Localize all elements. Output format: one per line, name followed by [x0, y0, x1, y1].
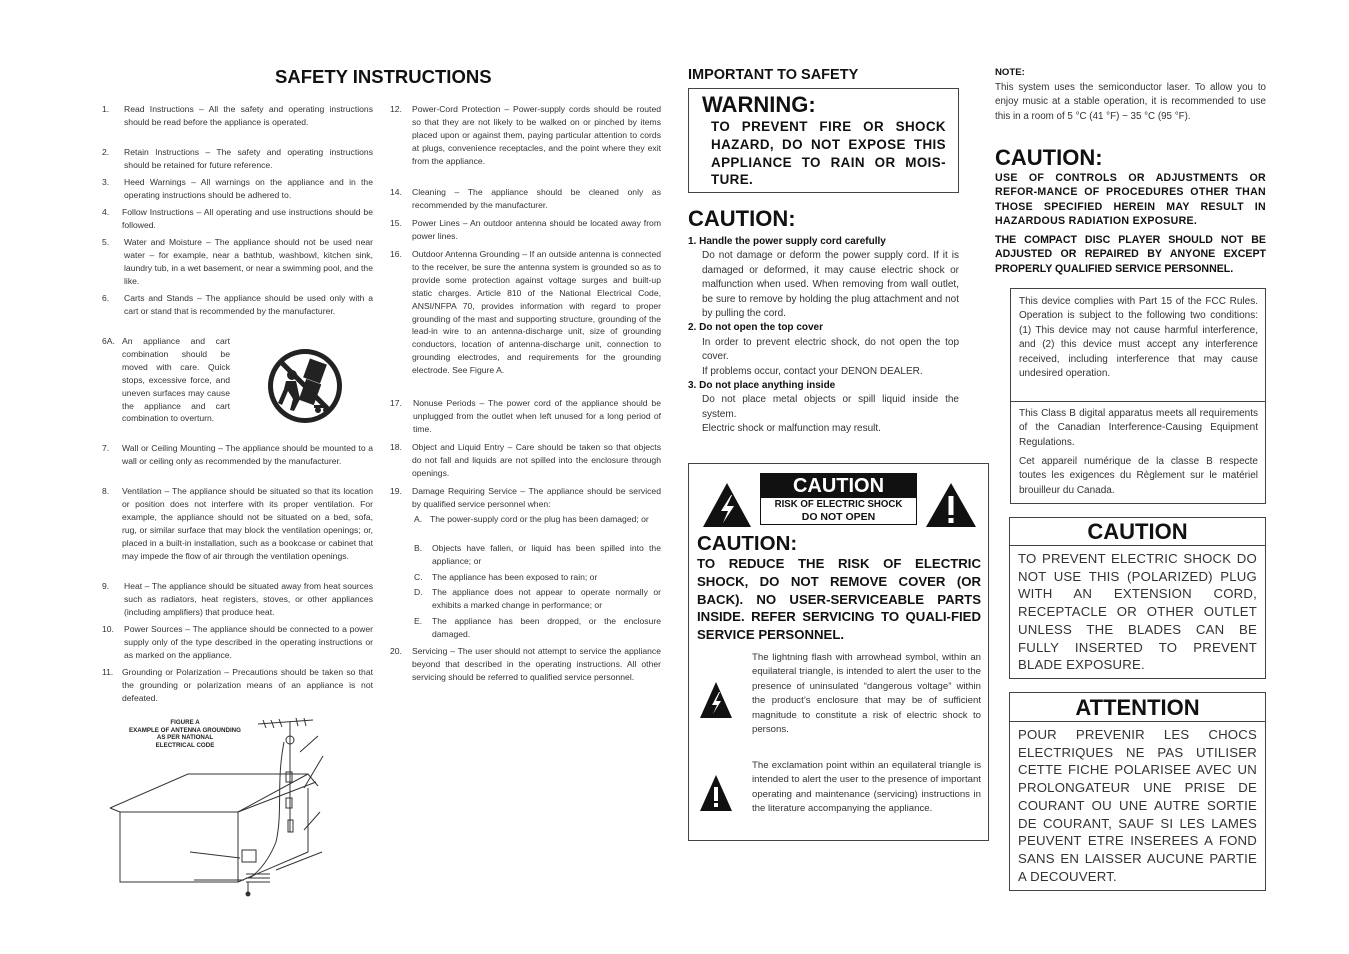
figure-caption-line: ELECTRICAL CODE [155, 741, 215, 749]
list-item-number: 18. [390, 442, 402, 452]
list-item-number: 10. [102, 624, 114, 634]
warning-title: WARNING: [702, 92, 816, 117]
list-item-number: 6. [102, 293, 110, 303]
caution-item-text: If problems occur, contact your DENON DEALER. [702, 365, 923, 377]
list-item [102, 146, 373, 172]
list-item-number: 19. [390, 486, 402, 496]
figure-caption-line: AS PER NATIONAL [156, 734, 214, 742]
list-item-number: 5. [102, 237, 110, 247]
list-item-number: 20. [390, 646, 402, 656]
list-item-number: 1. [102, 104, 110, 114]
list-item-text: The appliance has been dropped, or the enclosure damaged. [432, 616, 661, 639]
caution-item-heading: 3. Do not place anything inside [688, 380, 836, 392]
list-item-number: 8. [102, 486, 110, 496]
list-item-text: Outdoor Antenna Grounding – If an outside antenna is connected to the receiver, be sure the antenna system is grounded so as to provide some protection against voltage surges and built-up static charges. Article 810 of the National Electrical Code, ANSI/NFPA 70, provides information with regard to proper grounding of the mast and supporting structure, grounding of the lead-in wire to an antenna-discharge unit, size of grounding conductors, location of antenna-discharge unit, connection to grounding electrodes, and requirements for the grounding electrode. See Figure A. [412, 249, 661, 376]
attention-text: POUR PREVENIR LES CHOCS ELECTRIQUES NE PAS UTILISER CETTE FICHE POLARISEE AVEC UN PROLONGATEUR UNE PRISE DE COURANT OU UNE AUTRE SORTIE DE COURANT, SAUF SI LES LAMES PEUVENT ETRE INSEREES A FOND SANS EN LAISSER AUCUNE PARTIE A DECOUVERT. [1018, 727, 1257, 884]
list-item [414, 586, 661, 612]
list-item-text: Power Lines – An outdoor antenna should be located away from power lines. [412, 218, 661, 241]
fcc-notice-box [1010, 288, 1266, 504]
note-text: This system uses the semiconductor laser. To allow you to enjoy music at a stable operation, it is recommended to use this in a room of 5 °C (41 °F) ~ 35 °C (95 °F). [995, 82, 1266, 122]
list-item [390, 186, 661, 212]
caution-label [760, 473, 917, 525]
important-to-safety-heading: IMPORTANT TO SAFETY [688, 67, 859, 83]
list-item-number: 9. [102, 581, 110, 591]
caution-label-line: RISK OF ELECTRIC SHOCK [774, 498, 903, 510]
service-caution-text: THE COMPACT DISC PLAYER SHOULD NOT BE ADJUSTED OR REPAIRED BY ANYONE EXCEPT PROPERLY QUALIFIED SERVICE PERSONNEL. [995, 234, 1266, 275]
polarized-plug-caution-box [1009, 517, 1266, 679]
electric-shock-box [688, 463, 989, 841]
lightning-triangle-icon [701, 481, 753, 534]
list-item [102, 236, 373, 288]
list-item [102, 103, 373, 129]
list-item-text: Heed Warnings – All warnings on the appliance and in the operating instructions should be adhered to. [124, 177, 373, 200]
list-item [102, 623, 373, 662]
list-item [390, 103, 661, 168]
list-item-text: Objects have fallen, or liquid has been spilled into the appliance; or [432, 543, 661, 566]
list-item-text: The appliance does not appear to operate normally or exhibits a marked change in performance; or [432, 587, 661, 610]
caution-title: CAUTION: [688, 206, 796, 231]
list-item-text: Follow Instructions – All operating and use instructions should be followed. [122, 207, 373, 230]
list-item [102, 206, 373, 232]
caution-item-text: In order to prevent electric shock, do not open the top cover. [702, 336, 959, 363]
caution-item-text: Do not damage or deform the power supply cord. If it is damaged or deformed, it may cause electric shock or malfunction when used. When removing from wall outlet, be sure to remove by holding the plug attachment and not by pulling the cord. [702, 250, 959, 320]
list-item [390, 397, 661, 436]
caution-item-heading: 1. Handle the power supply cord carefully [688, 236, 886, 247]
list-item [102, 442, 373, 468]
note-title: NOTE: [995, 67, 1025, 78]
list-item-text: Water and Moisture – The appliance should not be used near water – for example, near a bathtub, washbowl, kitchen sink, laundry tub, in a wet basement, or near a swimming pool, and the like. [124, 237, 373, 286]
list-item-text: The power-supply cord or the plug has been damaged; or [430, 514, 649, 524]
list-item-number: B. [414, 543, 423, 553]
cart-tipover-icon [266, 347, 344, 425]
list-item-number: C. [414, 572, 423, 582]
list-item-text: The appliance has been exposed to rain; or [432, 572, 598, 582]
list-item-text: Wall or Ceiling Mounting – The appliance should be mounted to a wall or ceiling only as recommended by the manufacturer. [122, 443, 373, 466]
list-item [102, 335, 232, 425]
list-item [390, 248, 661, 377]
list-item [414, 542, 661, 568]
list-item [102, 580, 373, 619]
canada-french-text: Cet appareil numérique de la classe B respecte toutes les exigences du Règlement sur le matériel brouilleur du Canada. [1019, 456, 1258, 496]
list-item-text: Ventilation – The appliance should be situated so that its location or position does not interfere with its proper ventilation. For example, the appliance should not be situated on a bed, sofa, rug, or similar surface that may block the ventilation openings; or, placed in a built-in installation, such as a bookcase or cabinet that may impede the flow of air through the ventilation openings. [122, 486, 373, 561]
caution-label-title: CAUTION [761, 474, 916, 498]
caution-item-text: Electric shock or malfunction may result. [702, 423, 881, 435]
list-item [414, 615, 661, 641]
list-item-text: Read Instructions – All the safety and operating instructions should be read before the appliance is operated. [124, 104, 373, 127]
list-item-number: E. [414, 616, 423, 626]
canada-text: This Class B digital apparatus meets all requirements of the Canadian Interference-Causing Equipment Regulations. [1019, 408, 1258, 448]
laser-caution-text: USE OF CONTROLS OR ADJUSTMENTS OR REFOR-MANCE OF PROCEDURES OTHER THAN THOSE SPECIFIED HEREIN MAY RESULT IN HAZARDOUS RADIATION EXPOSURE. [995, 172, 1266, 228]
list-item-text: Power-Cord Protection – Power-supply cords should be routed so that they are not likely to be walked on or pinched by items placed upon or against them, paying particular attention to cords at plugs, convenience receptacles, and the point where they exit from the appliance. [412, 104, 661, 166]
list-item [102, 666, 373, 705]
list-item [102, 176, 373, 202]
list-item-number: 11. [102, 667, 114, 677]
list-item-text: Cleaning – The appliance should be cleaned only as recommended by the manufacturer. [412, 187, 661, 210]
list-item-number: 2. [102, 147, 110, 157]
list-item-number: 15. [390, 218, 402, 228]
safety-instructions-title: SAFETY INSTRUCTIONS [275, 66, 492, 87]
list-item-number: 12. [390, 104, 402, 114]
figure-caption-line: EXAMPLE OF ANTENNA GROUNDING [129, 726, 241, 734]
list-item [390, 485, 661, 511]
list-item-number: 14. [390, 187, 402, 197]
list-item-text: Retain Instructions – The safety and operating instructions should be retained for future reference. [124, 147, 373, 170]
fcc-text: This device complies with Part 15 of the FCC Rules. Operation is subject to the following two conditions: (1) This device may not cause harmful interference, and (2) this device must accept any interference received, including interference that may cause undesired operation. [1019, 296, 1258, 380]
list-item [390, 645, 661, 684]
warning-box [688, 88, 959, 193]
caution-item-text: Do not place metal objects or spill liquid inside the system. [702, 394, 959, 420]
polarized-caution-title: CAUTION [1010, 518, 1265, 546]
antenna-grounding-figure [108, 712, 330, 898]
list-item-text: Damage Requiring Service – The appliance should be serviced by qualified service personnel when: [412, 486, 661, 509]
warning-text: TO PREVENT FIRE OR SHOCK HAZARD, DO NOT EXPOSE THIS APPLIANCE TO RAIN OR MOIS-TURE. [711, 119, 946, 188]
list-item-number: 17. [390, 398, 402, 408]
polarized-caution-text: TO PREVENT ELECTRIC SHOCK DO NOT USE THIS (POLARIZED) PLUG WITH AN EXTENSION CORD, RECEPTACLE OR OTHER OUTLET UNLESS THE BLADES CAN BE FULLY INSERTED TO PREVENT BLADE EXPOSURE. [1018, 551, 1257, 673]
list-item-text: Heat – The appliance should be situated away from heat sources such as radiators, heat registers, stoves, or other appliances (including amplifiers) that produce heat. [124, 581, 373, 617]
attention-title: ATTENTION [1010, 693, 1265, 722]
caution-list [688, 235, 959, 437]
list-item-text: Grounding or Polarization – Precautions should be taken so that the grounding or polarization means of an appliance is not defeated. [122, 667, 373, 703]
list-item [414, 513, 661, 526]
list-item-number: 6A. [102, 336, 115, 346]
figure-caption-line: FIGURE A [170, 719, 200, 726]
fcc-divider [1011, 401, 1265, 402]
list-item-number: 4. [102, 207, 110, 217]
list-item-text: Power Sources – The appliance should be connected to a power supply only of the type described in the operating instructions or as marked on the appliance. [124, 624, 373, 660]
exclamation-triangle-icon [924, 481, 978, 534]
list-item-number: D. [414, 587, 423, 597]
laser-caution-title: CAUTION: [995, 145, 1103, 170]
list-item [102, 485, 373, 562]
exclamation-explanation: The exclamation point within an equilateral triangle is intended to alert the user to the presence of important operating and maintenance (servicing) instructions in the literature accompanying the appliance. [752, 760, 981, 815]
list-item [390, 441, 661, 480]
lightning-explanation: The lightning flash with arrowhead symbol, within an equilateral triangle, is intended to alert the user to the presence of uninsulated “dangerous voltage” within the product’s enclosure that may be of sufficient magnitude to constitute a risk of electric shock to persons. [752, 652, 981, 736]
caution-item-heading: 2. Do not open the top cover [688, 322, 824, 334]
list-item-text: Nonuse Periods – The power cord of the appliance should be unplugged from the outlet when left unused for a long period of time. [413, 398, 661, 434]
list-item-number: 16. [390, 249, 402, 259]
list-item-text: Object and Liquid Entry – Care should be taken so that objects do not fall and liquids are not spilled into the enclosure through openings. [412, 442, 661, 478]
caution-label-line: DO NOT OPEN [801, 511, 876, 523]
exclamation-small-icon [699, 773, 733, 818]
shock-caution-title: CAUTION: [697, 532, 798, 555]
list-item-number: 7. [102, 443, 110, 453]
shock-caution-text: TO REDUCE THE RISK OF ELECTRIC SHOCK, DO NOT REMOVE COVER (OR BACK). NO USER-SERVICEABLE PARTS INSIDE. REFER SERVICING TO QUALI-FIED SERVICE PERSONNEL. [697, 556, 981, 643]
list-item-number: A. [414, 514, 423, 524]
list-item-text: Servicing – The user should not attempt to service the appliance beyond that described in the operating instructions. All other servicing should be referred to qualified service personnel. [412, 646, 661, 682]
list-item-number: 3. [102, 177, 110, 187]
list-item [414, 571, 661, 584]
list-item-text: An appliance and cart combination should be moved with care. Quick stops, excessive force, and uneven surfaces may cause the appliance and cart combination to overturn. [122, 336, 230, 424]
list-item [102, 292, 373, 318]
attention-box [1009, 692, 1266, 891]
list-item [390, 217, 661, 243]
list-item-text: Carts and Stands – The appliance should be used only with a cart or stand that is recommended by the manufacturer. [124, 293, 373, 316]
lightning-small-icon [699, 680, 733, 725]
